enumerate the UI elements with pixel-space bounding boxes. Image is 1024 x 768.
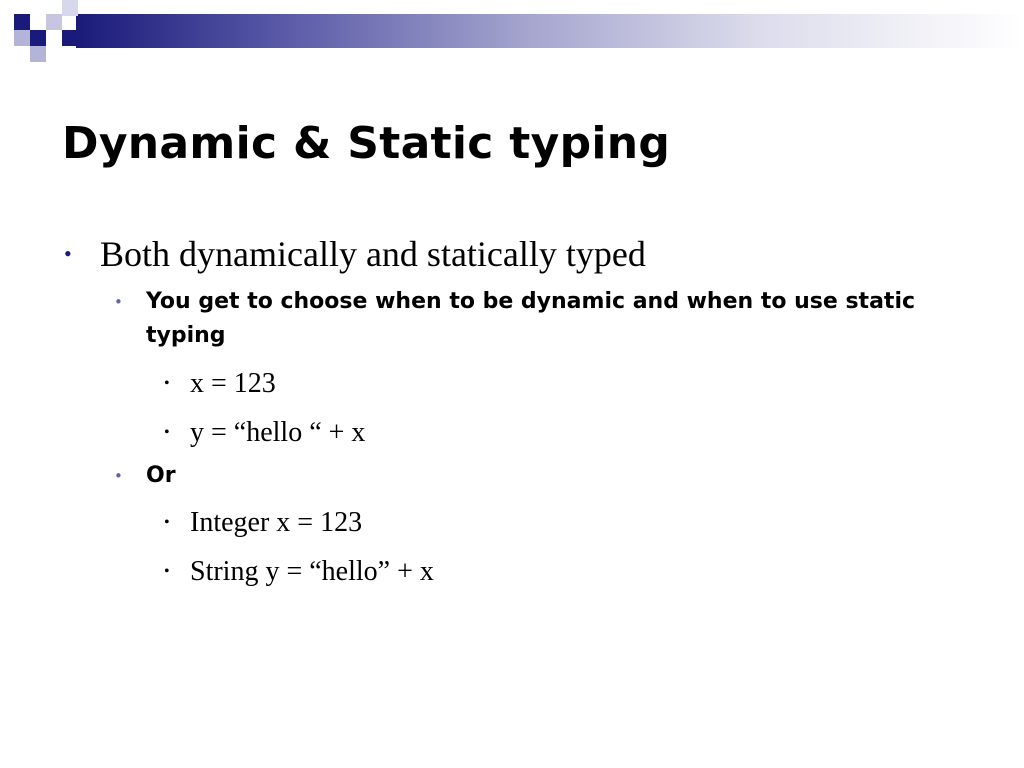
code-bullet-dot-icon: •	[164, 514, 170, 531]
code-bullet-text: x = 123	[190, 368, 276, 399]
code-bullet-text: Integer x = 123	[190, 507, 363, 538]
sub-bullet-item	[114, 459, 966, 493]
code-bullet-item	[164, 552, 434, 592]
code-bullet-text: String y = “hello” + x	[190, 556, 434, 587]
code-bullet-dot-icon: •	[164, 563, 170, 580]
slide-title: Dynamic & Static typing	[62, 118, 671, 169]
deco-square	[30, 14, 46, 30]
bullet-text: Both dynamically and statically typed	[100, 234, 646, 274]
bullet-item	[64, 232, 646, 276]
code-bullet-item	[164, 413, 366, 453]
header-decoration	[0, 0, 1024, 64]
bullet-dot-icon: •	[64, 241, 72, 266]
deco-square	[46, 14, 62, 30]
code-bullet-text: y = “hello “ + x	[190, 417, 366, 448]
code-bullet-dot-icon: •	[164, 424, 170, 441]
code-bullet-item	[164, 364, 276, 404]
sub-bullet-text: Or	[146, 463, 176, 488]
code-bullet-item	[164, 503, 363, 543]
deco-square	[62, 0, 78, 16]
sub-bullet-dot-icon: •	[114, 467, 123, 485]
sub-bullet-item	[114, 285, 966, 353]
deco-square	[14, 30, 30, 46]
code-bullet-dot-icon: •	[164, 375, 170, 392]
deco-square	[30, 30, 46, 46]
header-gradient-band	[76, 14, 1024, 48]
sub-bullet-text: You get to choose when to be dynamic and when to use static typing	[146, 289, 916, 348]
deco-square	[14, 14, 30, 30]
sub-bullet-dot-icon: •	[114, 293, 123, 311]
deco-square	[62, 30, 78, 46]
deco-square	[46, 30, 62, 46]
deco-square	[30, 46, 46, 62]
